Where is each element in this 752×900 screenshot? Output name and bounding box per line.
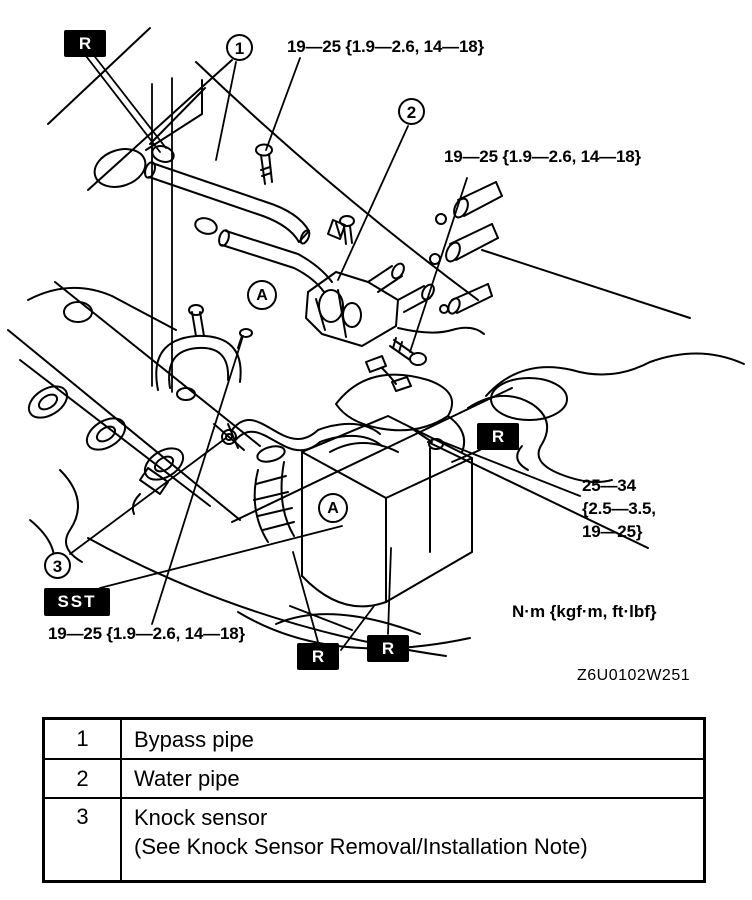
part-number: 2: [45, 760, 122, 797]
torque-spec-bottom-left: 19—25 {1.9—2.6, 14—18}: [48, 624, 245, 643]
torque-spec-right-lower-line3: 19—25}: [582, 522, 643, 541]
leader-lines: [70, 53, 580, 650]
callout-3: 3: [44, 552, 71, 579]
part-name-text: Knock sensor: [134, 805, 268, 830]
r-badge-top-left: R: [64, 30, 106, 57]
torque-spec-right: 19—25 {1.9—2.6, 14—18}: [444, 147, 641, 166]
r-badge-bottom-mid: R: [367, 635, 409, 662]
callout-a-upper: A: [247, 280, 277, 310]
part-number: 3: [45, 799, 122, 880]
part-name: [122, 760, 703, 797]
part-name-text: Water pipe: [134, 766, 240, 791]
callout-1: 1: [226, 34, 253, 61]
table-row: [45, 797, 703, 880]
battery-box-art: [228, 375, 472, 607]
table-row: [45, 720, 703, 758]
table-row: [45, 758, 703, 797]
torque-spec-right-lower-line2: {2.5—3.5,: [582, 499, 656, 518]
part-name-text: Bypass pipe: [134, 726, 254, 752]
part-note-text: (See Knock Sensor Removal/Installation Note): [134, 834, 588, 859]
part-name: [122, 720, 703, 758]
torque-spec-right-lower: [582, 474, 656, 543]
callout-2: 2: [398, 98, 425, 125]
torque-spec-top: 19—25 {1.9—2.6, 14—18}: [287, 37, 484, 56]
r-badge-bottom-left: R: [297, 643, 339, 670]
units-note: N·m {kgf·m, ft·lbf}: [512, 602, 657, 621]
parts-legend-table: [42, 717, 706, 883]
torque-spec-right-lower-line1: 25—34: [582, 476, 636, 495]
part-name: [122, 799, 703, 880]
callout-a-lower: A: [318, 493, 348, 523]
part-number: 1: [45, 720, 122, 758]
sst-badge: SST: [44, 588, 110, 616]
figure-code: Z6U0102W251: [577, 667, 691, 684]
r-badge-right: R: [477, 423, 519, 450]
